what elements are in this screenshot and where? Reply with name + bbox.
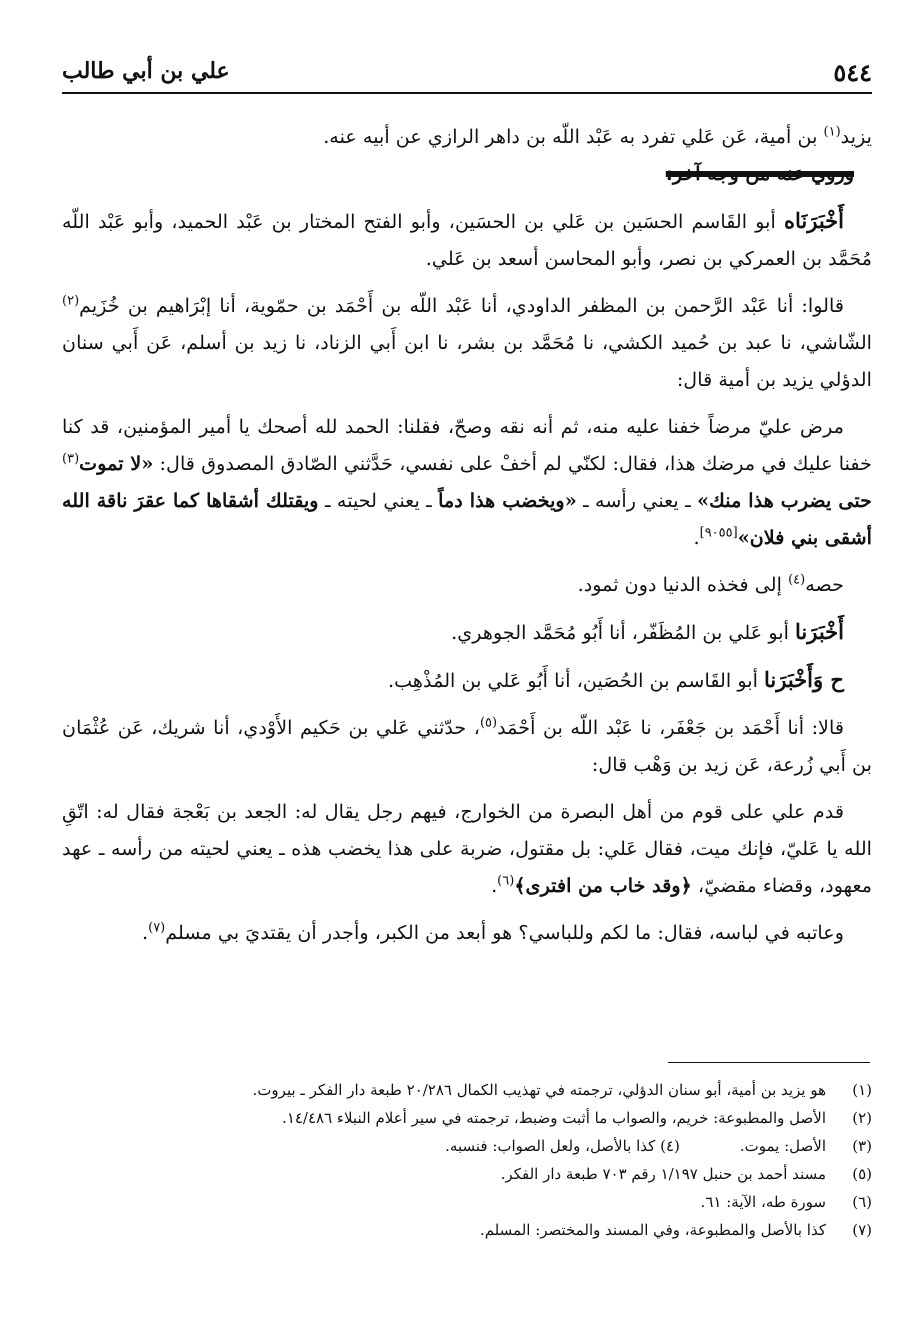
footnote-number: (٣) (852, 1137, 872, 1155)
text: يزيد (840, 125, 872, 148)
paragraph-isnad-5 (62, 709, 872, 783)
footnote-text-pair (62, 1132, 826, 1160)
footnote-ref: (١) (823, 124, 841, 140)
text: مرض عليّ مرضاً خفنا عليه منه، ثم أنه نقه وصحّ، فقلنا: الحمد لله أصحك يا أمير المؤمنين، قد كنا خفنا عليك في مرضك هذا، فقال: لكنّي لم أخفْ على نفسي، حَدَّثني الصّادق المصدوق قال: (62, 415, 872, 475)
text: الشّاشي، نا عبد بن حُميد الكشي، نا مُحَمَّد بن بشر، نا ابن أَبي الزناد، نا زيد بن أسلم، عَن أَبي سنان الدؤلي يزيد بن أمية قال: (62, 331, 872, 391)
footnote-item (62, 1216, 872, 1244)
paragraph-struck (62, 155, 872, 192)
text: . (142, 921, 149, 944)
text: . (693, 526, 700, 549)
paragraph-hadith-2 (62, 793, 872, 904)
paragraph-isnad-3 (62, 613, 872, 651)
footnote-number: (٦) (852, 1193, 872, 1211)
hadith-quote: ويقتلك أشقاها كما عقرَ ناقة الله أشقى بني فلان» (62, 489, 872, 549)
text: وعاتبه في لباسه، فقال: ما لكم وللباسي؟ هو أبعد من الكبر، وأجدر أن يقتديَ بي مسلم (165, 921, 844, 944)
text: . (491, 874, 498, 897)
footnote-text: هو يزيد بن أمية، أبو سنان الدؤلي، ترجمته في تهذيب الكمال ٢٠/٢٨٦ طبعة دار الفكر ـ بيروت. (252, 1081, 826, 1099)
footnotes (62, 1076, 872, 1244)
footnote-text: كذا بالأصل، ولعل الصواب: فنسبه. (445, 1137, 656, 1155)
footnote-number: (١) (852, 1081, 872, 1099)
footnote-ref: (٤) (788, 572, 806, 588)
text: حصه (805, 573, 844, 596)
footnote-ref: (٦) (497, 873, 515, 889)
footnote-item (62, 1188, 872, 1216)
hadith-quote: «ويخضب هذا دماً (438, 489, 577, 512)
footnote-ref: (٣) (62, 451, 80, 467)
akhbarana-lead: ح وَأَخْبَرَنا (764, 667, 844, 692)
footnote-ref: (٥) (479, 715, 498, 731)
footnote-ref: (٢) (62, 293, 80, 309)
text: أبو القَاسم بن الحُصَين، أنا أَبُو عَلي بن المُذْهِب. (387, 669, 764, 692)
text: أبو القَاسم الحسَين بن عَلي بن الحسَين، وأبو الفتح المختار بن عَبْد الحميد، وأبو عَبْد اللّه مُحَمَّد بن العمركي بن نصر، وأبو المحاسن أسعد بن عَلي. (62, 210, 872, 270)
footnote-text: الأصل: يموت. (739, 1137, 826, 1155)
quran-quote: ﴿وقد خاب من افترى﴾ (514, 874, 692, 897)
footnote-number: (٢) (852, 1109, 872, 1127)
page-number: ٥٤٤ (833, 58, 872, 87)
paragraph-note (62, 566, 872, 603)
paragraph-hadith-3 (62, 914, 872, 951)
footnote-text: الأصل والمطبوعة: خريم، والصواب ما أثبت وضبط، ترجمته في سير أعلام النبلاء ١٤/٤٨٦. (282, 1109, 826, 1127)
text: ـ يعني رأسه ـ (576, 489, 698, 512)
paragraph-1 (62, 118, 872, 155)
footnote-item (62, 1076, 872, 1104)
paragraph-isnad-2 (62, 287, 872, 398)
footnote-item (62, 1104, 872, 1132)
footnote-item (62, 1132, 872, 1160)
footnote-ref: (٧) (148, 920, 166, 936)
paragraph-hadith-1 (62, 408, 872, 556)
footnote-item (62, 1160, 872, 1188)
footnote-number: (٥) (852, 1165, 872, 1183)
text: قالا: أنا أَحْمَد بن جَعْفَر، نا عَبْد اللّه بن أَحْمَد (497, 716, 844, 739)
hadith-number: [٩٠٥٥] (699, 525, 738, 541)
footnote-number: (٤) (660, 1137, 680, 1155)
struck-line: وروي عنه من وجه آخر: (665, 162, 854, 185)
footnote-number: (٧) (852, 1221, 872, 1239)
footnote-text: مسند أحمد بن حنبل ١/١٩٧ رقم ٧٠٣ طبعة دار الفكر. (500, 1165, 826, 1183)
text: أبو عَلي بن المُظَفّر، أنا أَبُو مُحَمَّد الجوهري. (451, 621, 796, 644)
running-title: علي بن أبي طالب (62, 58, 230, 84)
text: قدم علي على قوم من أهل البصرة من الخوارج، فيهم رجل يقال له: الجعد بن بَعْجة فقال له: اتّقِ الله يا عَليّ، فإنك ميت، فقال عَلي: بل مقتول، ضربة على هذا يخضب هذه ـ يعني لحيته من رأسه ـ عهد معهود، وقضاء مقضيّ، (62, 800, 872, 897)
main-text (62, 118, 872, 951)
text: إلى فخذه الدنيا دون ثمود. (577, 573, 789, 596)
akhbarana-lead: أَخْبَرَنَاه (784, 208, 844, 233)
hadith-quote: «لا تموت (79, 452, 154, 475)
text: بن أمية، عَن عَلي تفرد به عَبْد اللّه بن داهر الرازي عن أبيه عنه. (323, 125, 824, 148)
akhbarana-lead: أَخْبَرَنا (795, 619, 844, 644)
page-header (62, 56, 872, 94)
hadith-quote: حتى يضرب هذا منك» (697, 489, 872, 512)
text: قالوا: أنا عَبْد الرَّحمن بن المظفر الداودي، أنا عَبْد اللّه بن أَحْمَد بن حمّوية، أنا إبْرَاهيم بن خُزَيم (79, 294, 844, 317)
footnote-text: سورة طه، الآية: ٦١. (700, 1193, 826, 1211)
paragraph-isnad-4 (62, 661, 872, 699)
paragraph-isnad-1 (62, 202, 872, 277)
text: ـ يعني لحيته ـ (318, 489, 439, 512)
text: ، حدّثني عَلي بن حَكيم الأَوْدي، أنا شريك، عَن عُثْمَان بن أَبي زُرعة، عَن زيد بن وَهْب قال: (62, 716, 872, 776)
footnote-divider (668, 1062, 870, 1063)
footnote-text: كذا بالأصل والمطبوعة، وفي المسند والمختصر: المسلم. (479, 1221, 826, 1239)
